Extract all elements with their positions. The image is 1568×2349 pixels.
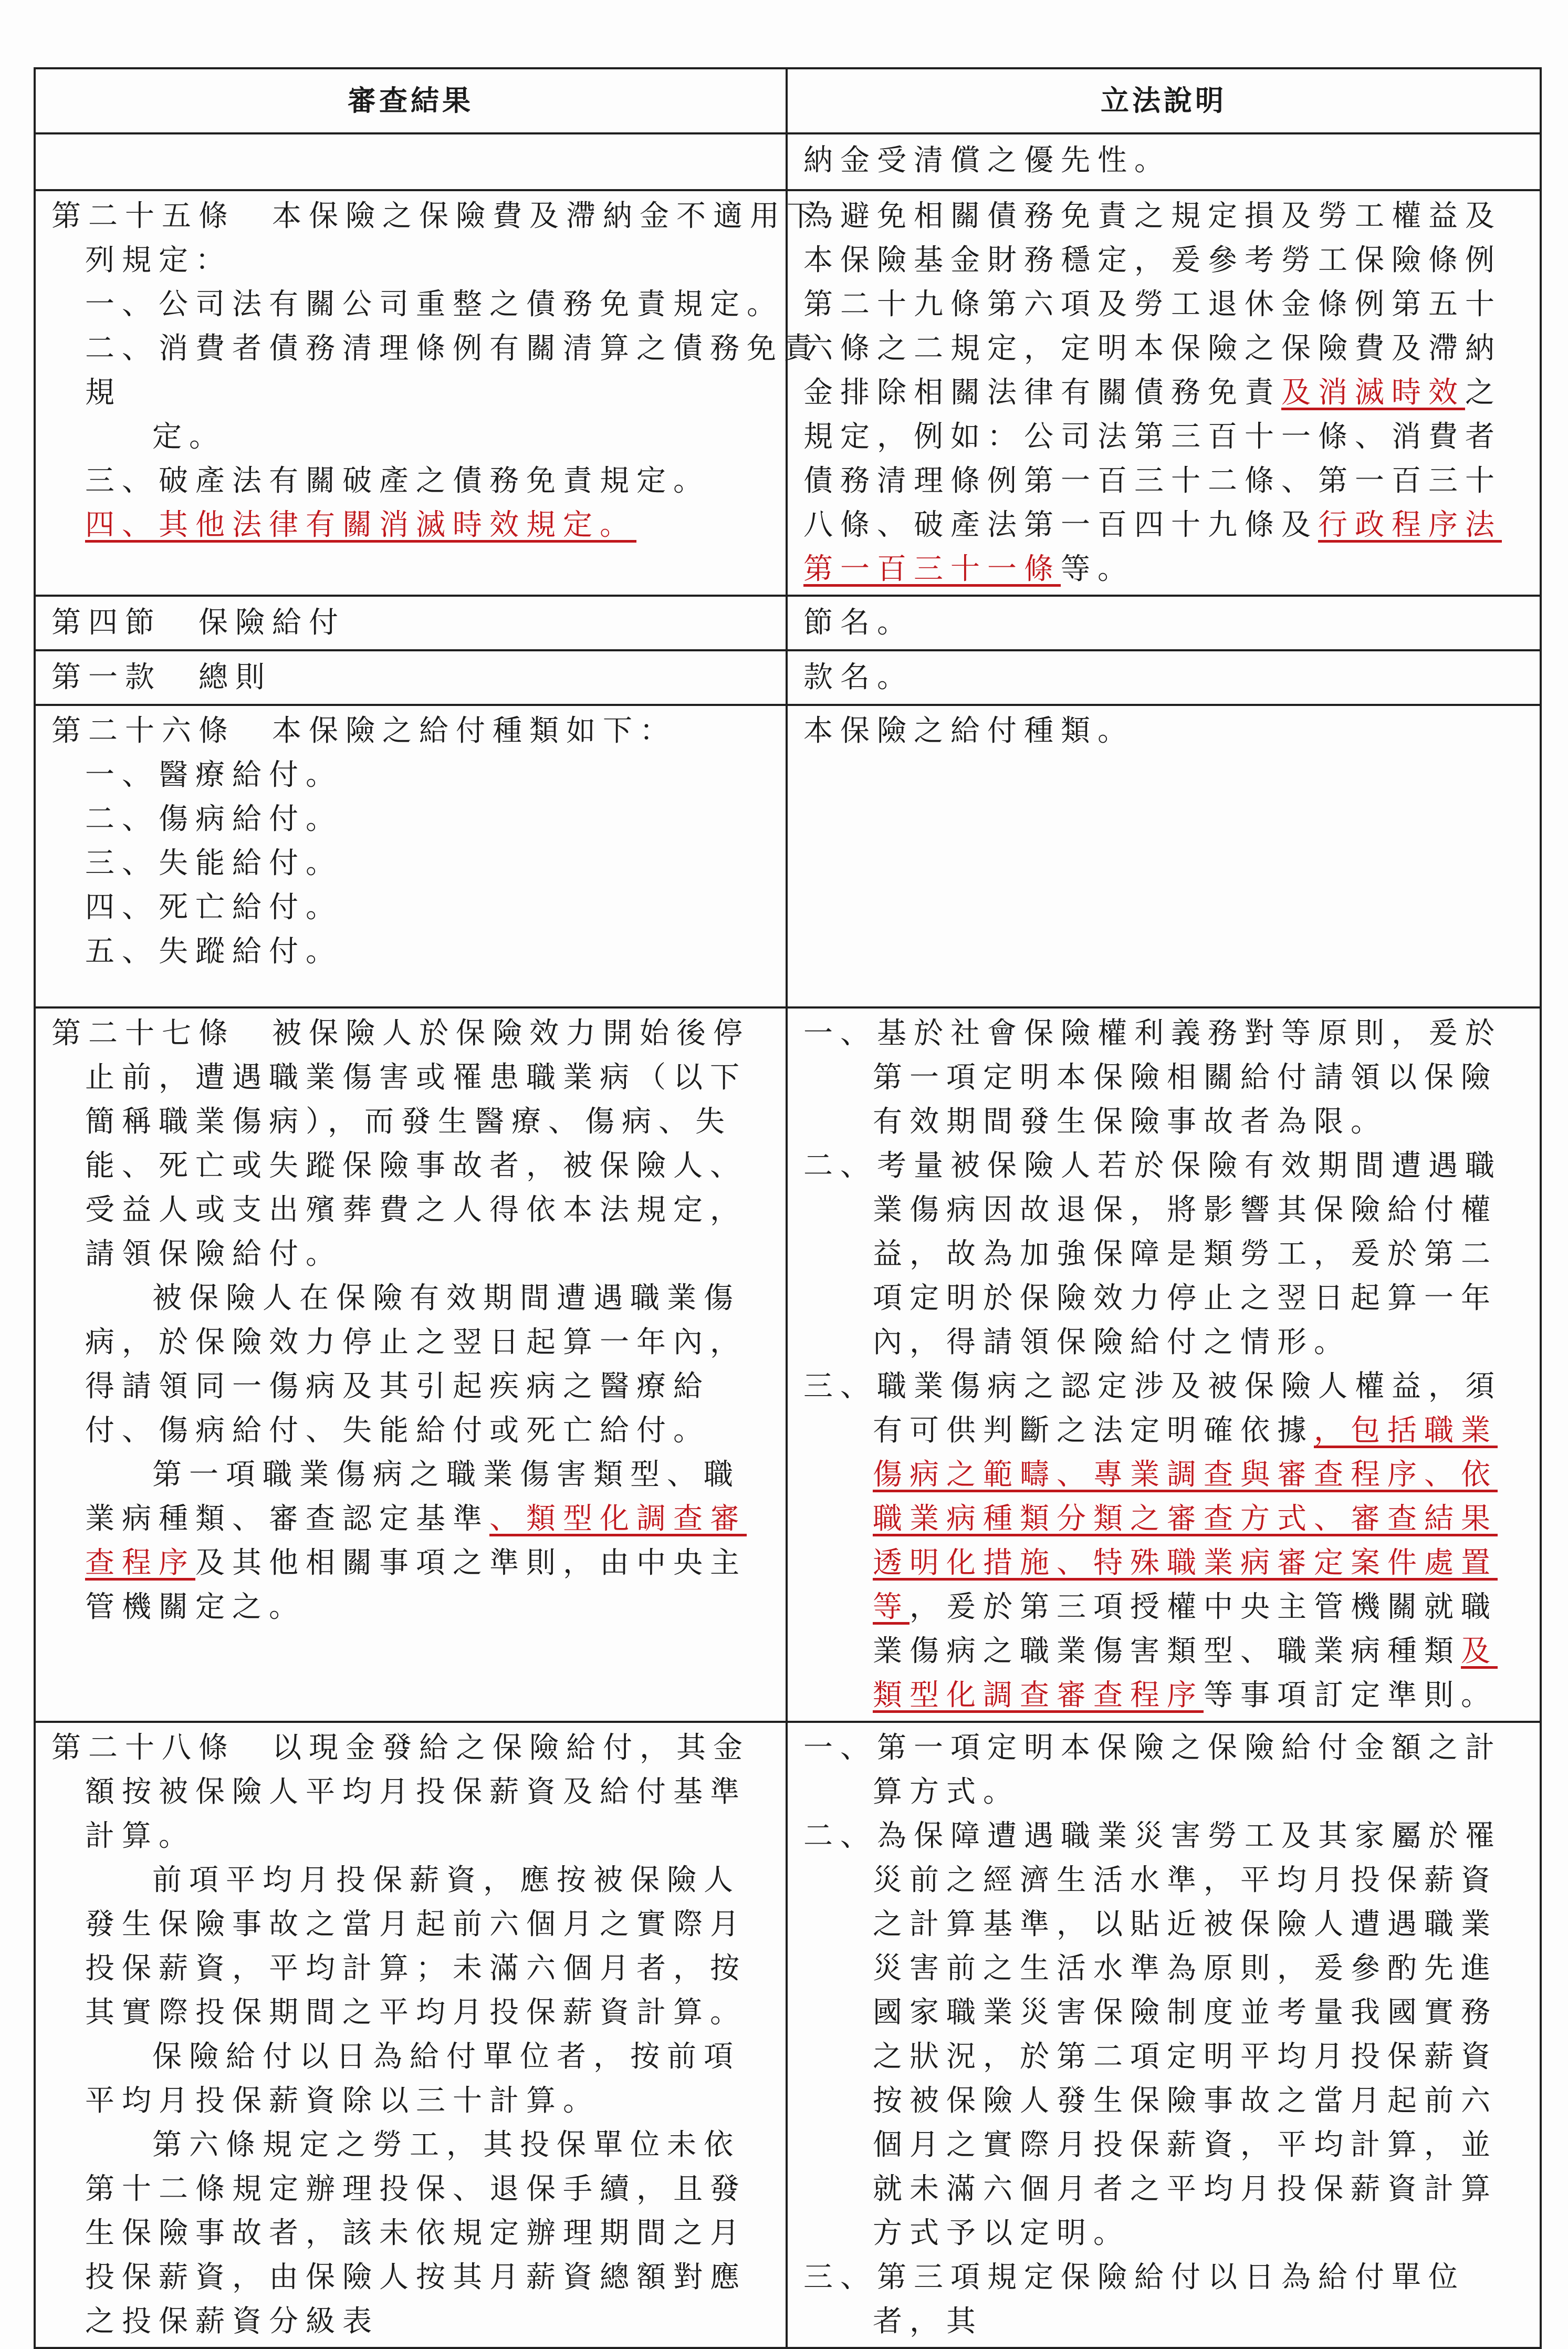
article-25-expl-text: 等。 bbox=[1061, 552, 1134, 586]
header-legislative-explanation: 立法說明 bbox=[787, 68, 1541, 133]
article-26-row bbox=[35, 705, 1541, 1007]
article-27-expl-added: 及類型化調查審查程序 bbox=[873, 1634, 1498, 1712]
article-28-para: 前項平均月投保薪資，應按被保險人發生保險事故之當月起前六個月之實際月投保薪資，平均計算；未滿六個月者，按其實際投保期間之平均月投保薪資計算。 bbox=[85, 1863, 747, 2030]
article-26-item: 三、失能給付。 bbox=[85, 846, 342, 880]
article-25-item-wrap: 規 bbox=[85, 376, 122, 410]
article-25-title-cont: 列規定： bbox=[85, 243, 232, 277]
article-25-item: 二、消費者債務清理條例有關清算之債務免責 bbox=[85, 331, 820, 366]
section-title: 第四節 保險給付 bbox=[51, 606, 346, 640]
article-27-expl-item: ，爰於第三項授權中央主管機關就職業傷病之職業傷害類型、職業病種類 bbox=[873, 1590, 1498, 1668]
article-27-expl-added: ，包括職業傷病之範疇、專業調查與審查程序、依職業病種類分類之審查方式、審查結果透明化措施、特殊職業病審定案件處置等 bbox=[873, 1413, 1498, 1624]
article-28-expl-item: 二、為保障遭遇職業災害勞工及其家屬於罹災前之經濟生活水準，平均月投保薪資之計算基準，以貼近被保險人遭遇職業災害前之生活水準為原則，爰參酌先進國家職業災害保險制度並考量我國實務之狀況，於第二項定明平均月投保薪資按被保險人發生保險事故之當月起前六個月之實際月投保薪資，平均計算，並就未滿六個月者之平均月投保薪資計算方式予以定明。 bbox=[803, 1819, 1502, 2250]
section-row bbox=[35, 596, 1541, 650]
continuation-row bbox=[35, 133, 1541, 190]
article-27-row bbox=[35, 1007, 1541, 1722]
comparison-table-page bbox=[34, 67, 1540, 2349]
article-25-expl-text: 之規定，例如：公司法第三百十一條、消費者債務清理條例第一百三十二條、第一百三十八條、破產法第一百四十九條及 bbox=[803, 376, 1502, 542]
article-25-text bbox=[35, 190, 823, 596]
header-review-result: 審查結果 bbox=[35, 68, 787, 133]
article-28-para: 第六條規定之勞工，其投保單位未依第十二條規定辦理投保、退保手續，且發生保險事故者，該未依規定辦理期間之月投保薪資，由保險人按其月薪資總額對應之投保薪資分級表 bbox=[85, 2128, 747, 2338]
article-25-explanation bbox=[787, 190, 1541, 596]
subsection-explanation: 款名。 bbox=[803, 660, 914, 694]
article-27-text bbox=[35, 1007, 787, 1722]
article-28-text bbox=[35, 1722, 787, 2348]
article-27-para: 第二十七條 被保險人於保險效力開始後停止前，遭遇職業傷害或罹患職業病（以下簡稱職業傷病），而發生醫療、傷病、失能、死亡或失蹤保險事故者，被保險人、受益人或支出殯葬費之人得依本法規定，請領保險給付。 bbox=[51, 1016, 750, 1271]
article-25-expl-added: 行政程序法第一百三十一條 bbox=[803, 508, 1502, 586]
article-28-expl-item: 三、第三項規定保險給付以日為給付單位者，其 bbox=[803, 2260, 1465, 2338]
article-25-expl-text: 為避免相關債務免責之規定損及勞工權益及本保險基金財務穩定，爰參考勞工保險條例第二十九條第六項及勞工退休金條例第五十六條之二規定，定明本保險之保險費及滯納金排除相關法律有關債務免責 bbox=[803, 199, 1502, 410]
header-row bbox=[35, 68, 1541, 133]
article-26-item: 二、傷病給付。 bbox=[85, 802, 342, 836]
article-28-para: 保險給付以日為給付單位者，按前項平均月投保薪資除以三十計算。 bbox=[85, 2040, 740, 2118]
continuation-right bbox=[787, 133, 1541, 190]
article-27-expl-item: 等事項訂定準則。 bbox=[1204, 1678, 1498, 1712]
article-26-explanation bbox=[787, 705, 1541, 1007]
article-26-expl-text: 本保險之給付種類。 bbox=[803, 714, 1134, 748]
article-26-item: 五、失蹤給付。 bbox=[85, 934, 342, 969]
article-27-para: 第一項職業傷病之職業傷害類型、職業病種類、審查認定基準 bbox=[85, 1458, 740, 1536]
article-27-explanation bbox=[787, 1007, 1541, 1722]
article-27-expl-item: 一、基於社會保險權利義務對等原則，爰於第一項定明本保險相關給付請領以保險有效期間發生保險事故者為限。 bbox=[803, 1016, 1502, 1139]
comparison-table bbox=[34, 67, 1542, 2349]
article-27-added: 、類型化調查審查程序 bbox=[85, 1502, 747, 1580]
article-25-item: 一、公司法有關公司重整之債務免責規定。 bbox=[85, 287, 783, 321]
article-27-expl-item: 三、職業傷病之認定涉及被保險人權益，須有可供判斷之法定明確依據 bbox=[803, 1369, 1502, 1448]
subsection-row bbox=[35, 650, 1541, 705]
article-25-title: 第二十五條 本保險之保險費及滯納金不適用下 bbox=[51, 199, 823, 233]
article-26-text bbox=[35, 705, 787, 1007]
article-28-para: 第二十八條 以現金發給之保險給付，其金額按被保險人平均月投保薪資及給付基準計算。 bbox=[51, 1731, 750, 1853]
article-25-row bbox=[35, 190, 1541, 596]
article-27-para: 被保險人在保險有效期間遭遇職業傷病，於保險效力停止之翌日起算一年內，得請領同一傷病及其引起疾病之醫療給付、傷病給付、失能給付或死亡給付。 bbox=[85, 1281, 747, 1448]
article-27-para: 及其他相關事項之準則，由中央主管機關定之。 bbox=[85, 1546, 747, 1624]
article-25-added-item: 四、其他法律有關消滅時效規定。 bbox=[85, 508, 636, 542]
article-28-expl-item: 一、第一項定明本保險之保險給付金額之計算方式。 bbox=[803, 1731, 1502, 1809]
article-28-row bbox=[35, 1722, 1541, 2348]
continuation-text: 納金受清償之優先性。 bbox=[803, 143, 1171, 178]
section-explanation: 節名。 bbox=[803, 606, 914, 640]
continuation-left bbox=[35, 133, 787, 190]
article-25-expl-added: 及消滅時效 bbox=[1281, 376, 1465, 410]
article-28-explanation bbox=[787, 1722, 1541, 2348]
article-25-item-wrap: 定。 bbox=[152, 420, 226, 454]
article-25-item: 三、破產法有關破產之債務免責規定。 bbox=[85, 464, 710, 498]
article-26-item: 四、死亡給付。 bbox=[85, 890, 342, 924]
article-26-item: 一、醫療給付。 bbox=[85, 758, 342, 792]
subsection-title: 第一款 總則 bbox=[51, 660, 272, 694]
article-26-title: 第二十六條 本保險之給付種類如下： bbox=[51, 714, 676, 748]
article-27-expl-item: 二、考量被保險人若於保險有效期間遭遇職業傷病因故退保，將影響其保險給付權益，故為加強保障是類勞工，爰於第二項定明於保險效力停止之翌日起算一年內，得請領保險給付之情形。 bbox=[803, 1149, 1502, 1359]
